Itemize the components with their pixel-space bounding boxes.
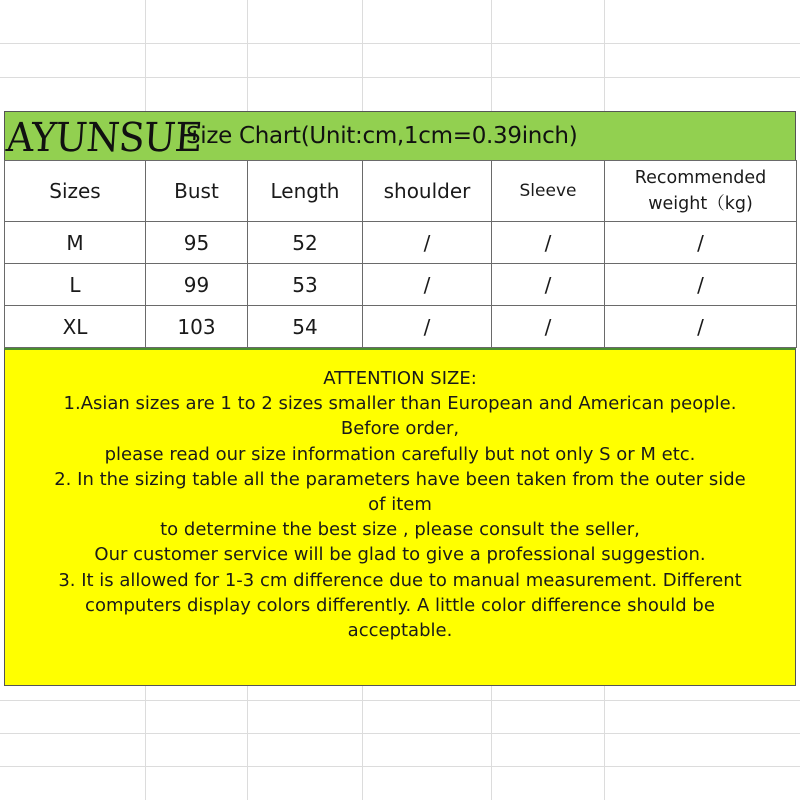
column-header-length: Length — [248, 161, 363, 222]
notice-line: acceptable. — [347, 620, 453, 642]
cell-length: 52 — [248, 222, 363, 264]
size-table — [4, 160, 797, 348]
notice-line: please read our size information carefully but not only S or M etc. — [104, 443, 696, 465]
size-chart — [4, 111, 796, 686]
notice-line: 2. In the sizing table all the parameters have been taken from the outer side — [54, 468, 746, 490]
column-header-shoulder: shoulder — [363, 161, 492, 222]
cell-sleeve: / — [492, 306, 605, 348]
notice-heading: ATTENTION SIZE: — [323, 368, 477, 389]
notice-line: of item — [368, 494, 432, 516]
column-header-sleeve: Sleeve — [492, 161, 605, 222]
column-header-bust: Bust — [146, 161, 248, 222]
cell-bust: 103 — [146, 306, 248, 348]
cell-weight: / — [605, 222, 797, 264]
cell-bust: 99 — [146, 264, 248, 306]
table-header-row — [5, 161, 797, 222]
column-header-weight: weight（kg) — [648, 194, 753, 214]
cell-weight: / — [605, 306, 797, 348]
cell-sleeve: / — [492, 222, 605, 264]
brand-logo: AYUNSUE — [4, 114, 204, 161]
notice-line: Our customer service will be glad to give a professional suggestion. — [94, 544, 706, 566]
cell-sleeve: / — [492, 264, 605, 306]
cell-size: M — [5, 222, 146, 264]
cell-size: XL — [5, 306, 146, 348]
notice-line: 3. It is allowed for 1-3 cm difference due to manual measurement. Different — [58, 569, 742, 591]
notice-line: 1.Asian sizes are 1 to 2 sizes smaller than European and American people. — [63, 393, 737, 415]
cell-weight: / — [605, 264, 797, 306]
chart-title: Size Chart(Unit:cm,1cm=0.39inch) — [186, 123, 578, 149]
table-row — [5, 306, 797, 348]
title-bar — [4, 111, 796, 160]
cell-size: L — [5, 264, 146, 306]
column-header-sizes: Sizes — [5, 161, 146, 222]
cell-shoulder: / — [363, 222, 492, 264]
cell-length: 53 — [248, 264, 363, 306]
table-row — [5, 264, 797, 306]
column-header-recommended-weight — [605, 161, 797, 222]
notice-line: computers display colors differently. A little color difference should be — [85, 594, 715, 616]
cell-shoulder: / — [363, 306, 492, 348]
attention-notice — [4, 348, 796, 686]
cell-length: 54 — [248, 306, 363, 348]
notice-line: to determine the best size , please consult the seller, — [160, 519, 640, 541]
cell-bust: 95 — [146, 222, 248, 264]
notice-line: Before order, — [340, 418, 460, 440]
cell-shoulder: / — [363, 264, 492, 306]
column-header-recommended: Recommended — [634, 168, 767, 188]
table-row — [5, 222, 797, 264]
